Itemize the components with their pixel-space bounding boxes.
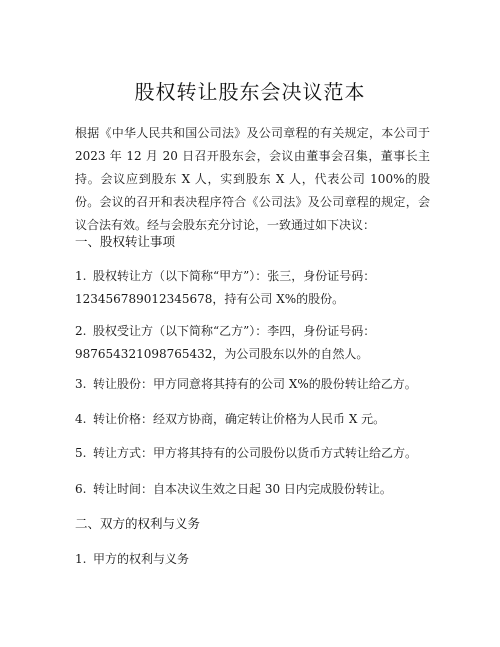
item-number: 4. bbox=[75, 412, 87, 426]
item-text: 股权转让方（以下简称“甲方”）：张三，身份证号码： bbox=[93, 269, 376, 283]
item-text: 转让股份：甲方同意将其持有的公司 X%的股份转让给乙方。 bbox=[93, 377, 417, 391]
list-item-transferee bbox=[75, 320, 430, 366]
intro-paragraph: 根据《中华人民共和国公司法》及公司章程的有关规定，本公司于 2023 年 12 月 20 日召开股东会，会议由董事会召集，董事长主持。会议应到股东 X 人，实到股东 X 人，代表公司 100%的股份。会议的召开和表决程序符合《公司法》及公司章程的规定，会议合法有效。经与会股东充分讨论，一致通过如下决议： bbox=[75, 126, 430, 232]
section-heading-transfer: 一、股权转让事项 bbox=[75, 234, 176, 249]
list-item-party-a-rights bbox=[75, 548, 430, 571]
item-text: 转让时间：自本决议生效之日起 30 日内完成股份转让。 bbox=[93, 482, 392, 496]
item-text: 转让价格：经双方协商，确定转让价格为人民币 X 元。 bbox=[93, 412, 386, 426]
list-item-transfer-shares bbox=[75, 373, 430, 396]
list-item-transferor bbox=[75, 265, 430, 311]
item-number: 2. bbox=[75, 324, 87, 338]
item-number: 3. bbox=[75, 377, 87, 391]
item-text: 转让方式：甲方将其持有的公司股份以货币方式转让给乙方。 bbox=[93, 446, 418, 460]
list-item-transfer-price bbox=[75, 408, 430, 431]
item-number: 1. bbox=[75, 552, 87, 566]
item-text-continuation: 987654321098765432，为公司股东以外的自然人。 bbox=[75, 347, 369, 361]
item-number: 1. bbox=[75, 269, 87, 283]
list-item-transfer-method bbox=[75, 442, 430, 465]
item-number: 6. bbox=[75, 482, 87, 496]
item-text: 甲方的权利与义务 bbox=[93, 552, 190, 566]
section-heading-rights: 二、双方的权利与义务 bbox=[75, 516, 201, 531]
item-text-continuation: 123456789012345678，持有公司 X%的股份。 bbox=[75, 292, 345, 306]
list-item-transfer-time bbox=[75, 478, 430, 501]
document-title: 股权转让股东会决议范本 bbox=[134, 80, 366, 104]
item-number: 5. bbox=[75, 446, 87, 460]
item-text: 股权受让方（以下简称“乙方”）：李四，身份证号码： bbox=[93, 324, 376, 338]
